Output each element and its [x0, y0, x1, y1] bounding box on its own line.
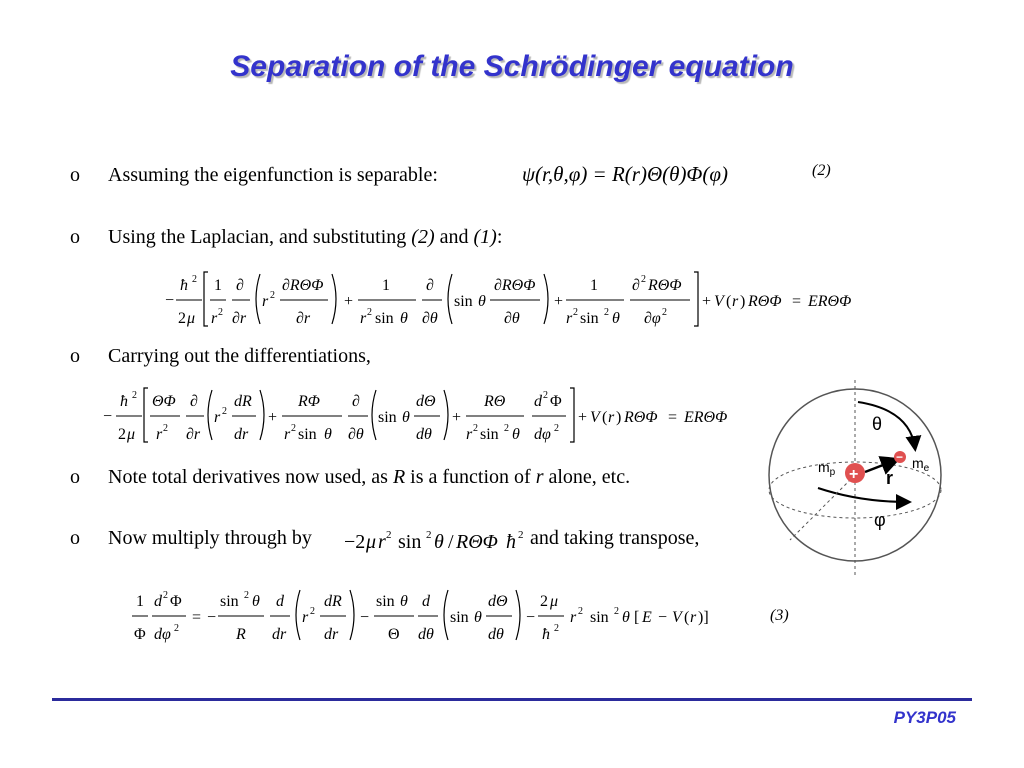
- svg-text:∂r: ∂r: [186, 426, 201, 443]
- svg-text:2: 2: [578, 606, 583, 617]
- svg-text:sin: sin: [590, 609, 609, 626]
- svg-text:Φ: Φ: [550, 393, 562, 410]
- svg-text:RΘΦ: RΘΦ: [456, 531, 498, 553]
- svg-text:dθ: dθ: [418, 626, 434, 643]
- svg-text:/: /: [448, 531, 454, 553]
- svg-text:2: 2: [473, 423, 478, 434]
- svg-text:1: 1: [590, 277, 598, 294]
- svg-text:): ): [740, 293, 746, 310]
- svg-text:+: +: [452, 409, 462, 426]
- svg-text:r: r: [378, 531, 386, 553]
- svg-text:∂θ: ∂θ: [504, 310, 520, 327]
- svg-text:μ: μ: [366, 531, 377, 553]
- svg-text:1: 1: [136, 593, 144, 610]
- svg-text:d: d: [422, 593, 430, 610]
- svg-text:ERΘΦ: ERΘΦ: [808, 293, 852, 310]
- svg-text:∂: ∂: [632, 277, 640, 294]
- svg-text:V: V: [714, 293, 724, 310]
- svg-text:dφ: dφ: [154, 626, 171, 643]
- svg-text:sin: sin: [376, 593, 395, 610]
- svg-text:θ: θ: [478, 293, 486, 310]
- svg-text:+: +: [702, 293, 712, 310]
- svg-text:ħ: ħ: [542, 626, 550, 643]
- svg-text:=: =: [668, 409, 678, 426]
- equation-multiplier: [342, 522, 530, 556]
- phi-label: φ: [874, 510, 886, 530]
- svg-text:ħ: ħ: [180, 277, 188, 294]
- svg-text:r: r: [570, 609, 577, 626]
- svg-text:∂θ: ∂θ: [422, 310, 438, 327]
- svg-text:(: (: [602, 409, 608, 426]
- svg-text:dφ: dφ: [534, 426, 551, 443]
- svg-text:+: +: [578, 409, 588, 426]
- phi-arc: [818, 488, 908, 502]
- svg-text:[: [: [634, 609, 640, 626]
- svg-text:2: 2: [163, 590, 168, 601]
- svg-text:(: (: [684, 609, 690, 626]
- svg-text:dR: dR: [324, 593, 342, 610]
- svg-text:θ: θ: [474, 609, 482, 626]
- svg-text:sin: sin: [480, 426, 499, 443]
- svg-text:dr: dr: [272, 626, 287, 643]
- svg-text:r: r: [566, 310, 573, 327]
- svg-text:r: r: [211, 310, 218, 327]
- svg-text:2: 2: [518, 529, 524, 541]
- svg-text:2: 2: [132, 390, 137, 401]
- bullet-differentiations: Carrying out the differentiations,: [108, 345, 371, 367]
- equation-tag-2: (2): [812, 162, 831, 179]
- svg-text:dΘ: dΘ: [416, 393, 436, 410]
- svg-text:dθ: dθ: [416, 426, 432, 443]
- svg-text:−2: −2: [344, 531, 366, 553]
- svg-text:E: E: [642, 609, 652, 626]
- svg-text:ħ: ħ: [506, 531, 516, 553]
- svg-text:sin: sin: [298, 426, 317, 443]
- svg-text:=: =: [192, 609, 202, 626]
- svg-text:2: 2: [554, 423, 559, 434]
- svg-text:2: 2: [426, 529, 432, 541]
- svg-text:=: =: [792, 293, 802, 310]
- svg-text:∂φ: ∂φ: [644, 310, 661, 327]
- bullet-total-derivatives: Note total derivatives now used, as R is a function of r alone, etc.: [108, 466, 631, 488]
- svg-text:∂r: ∂r: [296, 310, 311, 327]
- svg-text:θ: θ: [400, 310, 408, 327]
- svg-text:+: +: [268, 409, 278, 426]
- svg-text:r: r: [690, 609, 697, 626]
- svg-text:∂r: ∂r: [232, 310, 247, 327]
- svg-text:dθ: dθ: [488, 626, 504, 643]
- svg-text:1: 1: [382, 277, 390, 294]
- svg-text:θ: θ: [612, 310, 620, 327]
- bullet-separable: Assuming the eigenfunction is separable:: [108, 164, 438, 186]
- svg-text:sin: sin: [398, 531, 422, 553]
- svg-text:d: d: [276, 593, 284, 610]
- svg-text:r: r: [214, 409, 221, 426]
- svg-text:): ): [616, 409, 622, 426]
- svg-text:∂: ∂: [236, 277, 244, 294]
- svg-text:r: r: [284, 426, 291, 443]
- svg-text:μ: μ: [550, 593, 559, 610]
- svg-text:dR: dR: [234, 393, 252, 410]
- svg-text:θ: θ: [622, 609, 630, 626]
- svg-text:sin: sin: [220, 593, 239, 610]
- svg-text:ERΘΦ: ERΘΦ: [684, 409, 728, 426]
- svg-text:Θ: Θ: [388, 626, 400, 643]
- svg-text:Φ: Φ: [170, 593, 182, 610]
- svg-text:2: 2: [163, 423, 168, 434]
- svg-text:r: r: [466, 426, 473, 443]
- spherical-coordinates-diagram: [760, 380, 950, 580]
- svg-text:∂θ: ∂θ: [348, 426, 364, 443]
- svg-text:+: +: [344, 293, 354, 310]
- proton-plus: +: [849, 466, 859, 483]
- svg-text:θ: θ: [252, 593, 260, 610]
- projection-line: [790, 475, 855, 540]
- slide-title: Separation of the Schrödinger equation: [230, 50, 794, 83]
- svg-text:2: 2: [192, 274, 197, 285]
- bullet-marker: o: [70, 226, 80, 248]
- svg-text:θ: θ: [434, 531, 444, 553]
- svg-text:−: −: [658, 609, 668, 626]
- svg-text:r: r: [156, 426, 163, 443]
- equation-differentiated: [100, 384, 750, 448]
- electron-minus: −: [896, 450, 904, 464]
- svg-text:θ: θ: [324, 426, 332, 443]
- equation-tag-3: (3): [770, 607, 789, 624]
- svg-text:∂: ∂: [426, 277, 434, 294]
- theta-arc: [858, 402, 915, 448]
- svg-text:2: 2: [244, 590, 249, 601]
- svg-text:sin: sin: [580, 310, 599, 327]
- svg-text:2: 2: [310, 606, 315, 617]
- svg-text:RΘΦ: RΘΦ: [648, 277, 682, 294]
- svg-text:2: 2: [386, 529, 392, 541]
- equation-final: [130, 584, 730, 648]
- svg-text:2: 2: [662, 307, 667, 318]
- svg-text:dr: dr: [324, 626, 339, 643]
- bullet-marker: o: [70, 164, 80, 186]
- svg-text:2: 2: [178, 310, 186, 327]
- svg-text:sin: sin: [450, 609, 469, 626]
- svg-text:(: (: [726, 293, 732, 310]
- svg-text:r: r: [608, 409, 615, 426]
- svg-text:)]: )]: [698, 609, 709, 626]
- svg-text:2: 2: [573, 307, 578, 318]
- svg-text:∂RΘΦ: ∂RΘΦ: [282, 277, 324, 294]
- svg-text:θ: θ: [402, 409, 410, 426]
- svg-text:2: 2: [174, 623, 179, 634]
- svg-text:r: r: [262, 293, 269, 310]
- svg-text:ΘΦ: ΘΦ: [152, 393, 176, 410]
- svg-text:2: 2: [222, 406, 227, 417]
- bullet-multiply-through: Now multiply through by: [108, 527, 312, 549]
- svg-text:θ: θ: [512, 426, 520, 443]
- svg-text:2: 2: [641, 274, 646, 285]
- svg-text:R: R: [236, 626, 246, 643]
- svg-text:∂: ∂: [352, 393, 360, 410]
- svg-text:2: 2: [554, 623, 559, 634]
- svg-text:+: +: [554, 293, 564, 310]
- svg-text:2: 2: [367, 307, 372, 318]
- bullet-marker: o: [70, 466, 80, 488]
- svg-text:RΘΦ: RΘΦ: [748, 293, 782, 310]
- svg-text:−: −: [102, 408, 113, 425]
- svg-text:μ: μ: [187, 310, 196, 327]
- theta-label: θ: [872, 414, 883, 434]
- svg-text:1: 1: [214, 277, 222, 294]
- r-label: r: [886, 468, 894, 488]
- svg-text:−: −: [526, 609, 536, 626]
- svg-text:dr: dr: [234, 426, 249, 443]
- svg-text:RΘ: RΘ: [484, 393, 506, 410]
- footer-divider: [52, 698, 972, 701]
- svg-text:Φ: Φ: [134, 626, 146, 643]
- svg-text:2: 2: [270, 290, 275, 301]
- course-code: PY3P05: [893, 708, 956, 727]
- bullet-laplacian: Using the Laplacian, and substituting (2) and (1):: [108, 226, 503, 248]
- bullet-transpose-text: and taking transpose,: [530, 527, 700, 549]
- svg-text:2: 2: [218, 307, 223, 318]
- svg-text:∂RΘΦ: ∂RΘΦ: [494, 277, 536, 294]
- svg-text:dΘ: dΘ: [488, 593, 508, 610]
- svg-text:2: 2: [291, 423, 296, 434]
- svg-text:ħ: ħ: [120, 393, 128, 410]
- svg-text:r: r: [302, 609, 309, 626]
- svg-text:2: 2: [614, 606, 619, 617]
- svg-text:V: V: [672, 609, 682, 626]
- equation-laplacian: [160, 268, 880, 332]
- svg-text:sin: sin: [378, 409, 397, 426]
- svg-text:r: r: [732, 293, 739, 310]
- svg-text:−: −: [360, 609, 370, 626]
- svg-text:2: 2: [540, 593, 548, 610]
- svg-text:sin: sin: [454, 293, 473, 310]
- svg-text:RΘΦ: RΘΦ: [624, 409, 658, 426]
- svg-text:−: −: [164, 292, 175, 309]
- svg-text:2: 2: [543, 390, 548, 401]
- svg-text:d: d: [154, 593, 162, 610]
- proton-label: $m_p$: [818, 459, 836, 478]
- svg-text:∂: ∂: [190, 393, 198, 410]
- svg-text:RΦ: RΦ: [298, 393, 320, 410]
- svg-text:sin: sin: [375, 310, 394, 327]
- svg-text:2: 2: [118, 426, 126, 443]
- svg-text:2: 2: [504, 423, 509, 434]
- svg-text:−: −: [206, 609, 217, 626]
- svg-text:V: V: [590, 409, 600, 426]
- bullet-marker: o: [70, 345, 80, 367]
- svg-text:d: d: [534, 393, 542, 410]
- equation-separable: ψ(r,θ,φ) = R(r)Θ(θ)Φ(φ): [522, 162, 729, 186]
- electron-label: $m_e$: [912, 455, 930, 474]
- bullet-marker: o: [70, 527, 80, 549]
- svg-text:r: r: [360, 310, 367, 327]
- svg-text:μ: μ: [127, 426, 136, 443]
- svg-text:2: 2: [604, 307, 609, 318]
- svg-text:θ: θ: [400, 593, 408, 610]
